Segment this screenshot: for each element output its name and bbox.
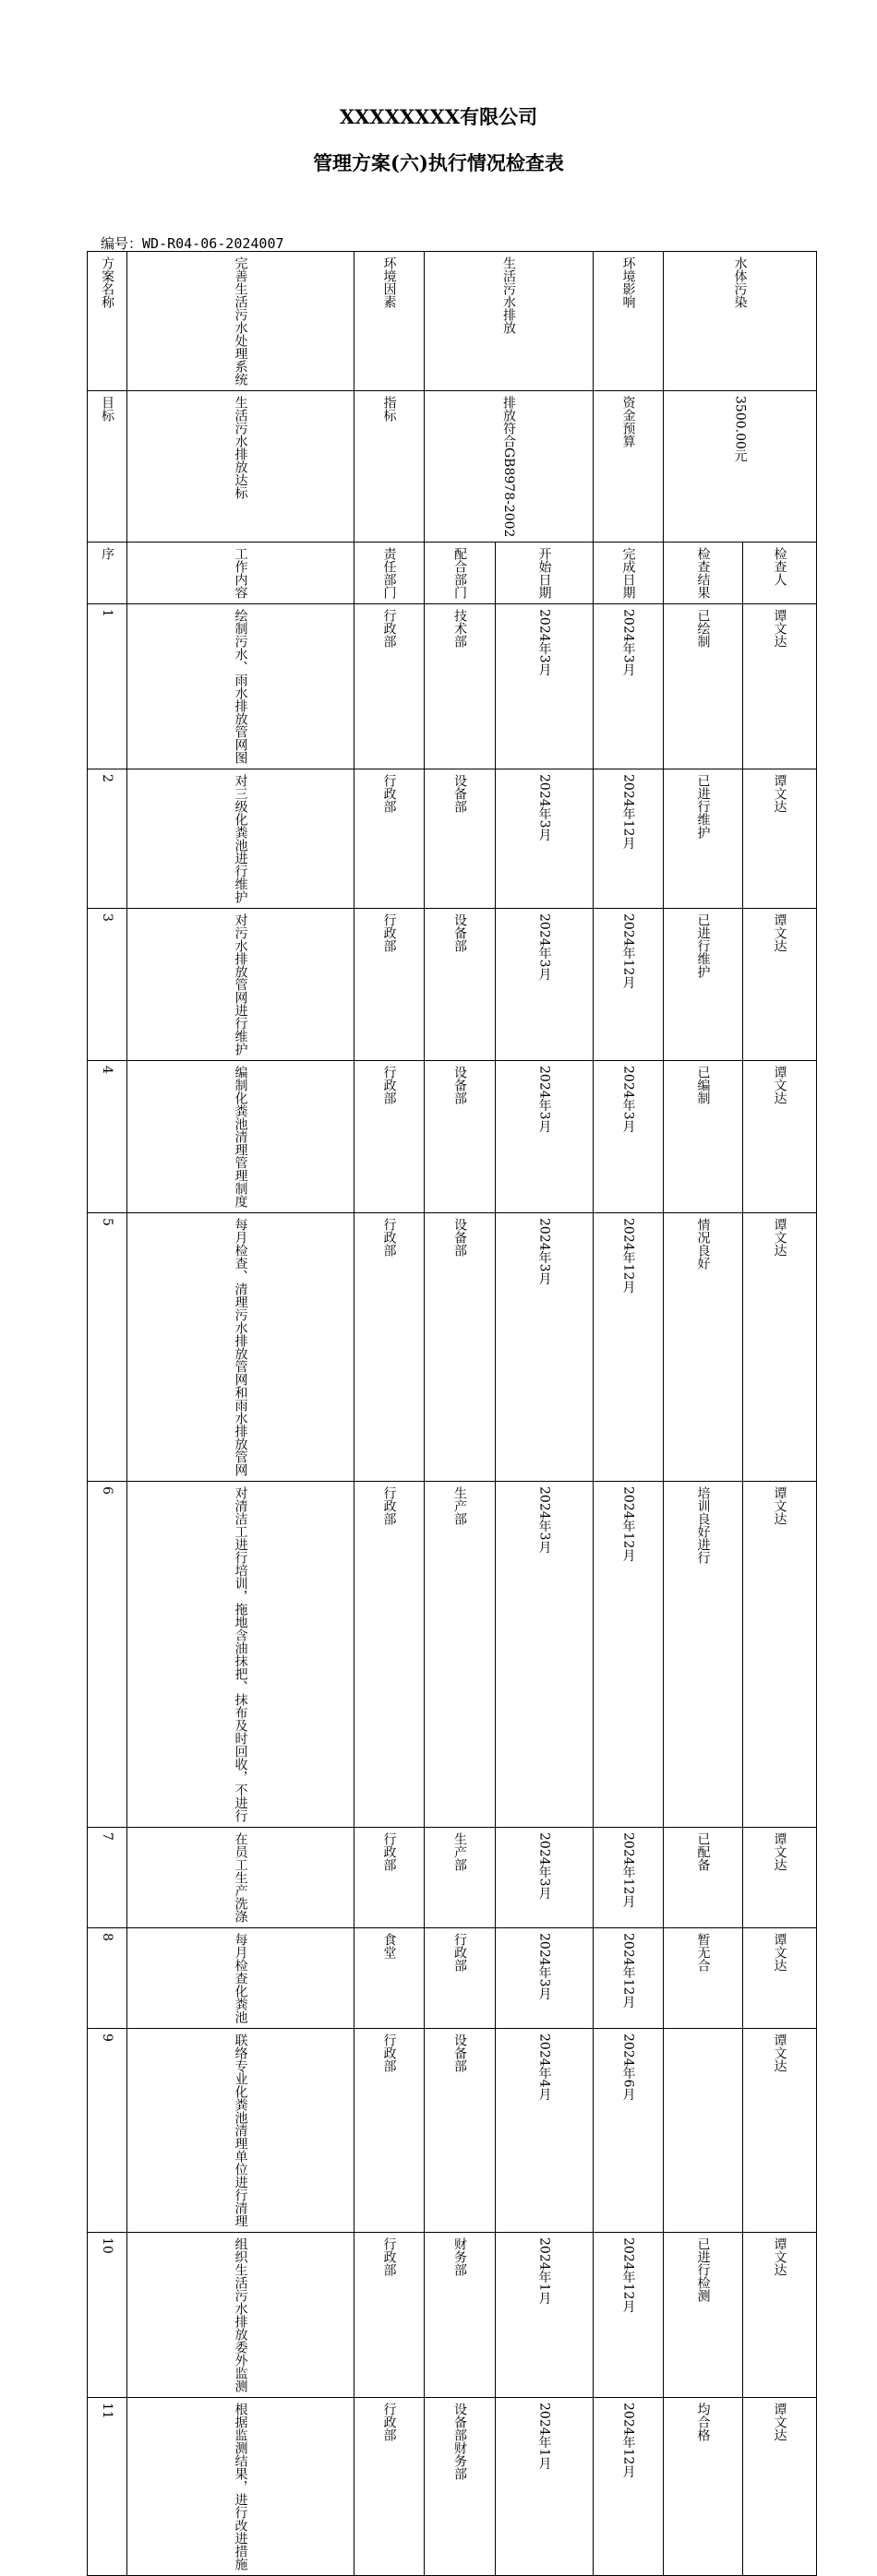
table-row <box>88 1828 817 1928</box>
company-name: XXXXXXXX有限公司 <box>339 105 538 128</box>
row-result: 已进行检测 <box>695 2237 711 2303</box>
table-row <box>88 769 817 909</box>
row-coop: 生产部 <box>452 1486 467 1526</box>
index-label: 指标 <box>381 396 397 422</box>
row-resp: 行政部 <box>381 913 397 953</box>
row-result: 已进行维护 <box>695 774 711 840</box>
row-result: 培训良好进行 <box>695 1486 711 1565</box>
row-end: 2024年12月 <box>620 1832 636 1908</box>
table-row <box>88 2233 817 2398</box>
env-factor-label: 环境因素 <box>381 256 397 308</box>
scheme-label: 方案名称 <box>100 256 114 308</box>
table-row <box>88 2398 817 2576</box>
row-start: 2024年4月 <box>536 2033 552 2102</box>
row-checker: 谭文达 <box>772 1218 787 1258</box>
row-no: 5 <box>100 1218 114 1227</box>
info-row-target <box>88 391 817 543</box>
row-coop: 设备部 <box>452 1218 467 1258</box>
row-checker: 谭文达 <box>772 2033 787 2073</box>
row-no: 7 <box>100 1832 114 1842</box>
row-no: 4 <box>100 1066 114 1075</box>
col-header-resp: 责任部门 <box>381 547 397 600</box>
row-checker: 谭文达 <box>772 1832 787 1872</box>
row-checker: 谭文达 <box>772 774 787 814</box>
row-checker: 谭文达 <box>772 1066 787 1105</box>
row-start: 2024年3月 <box>536 1832 552 1901</box>
row-checker: 谭文达 <box>772 609 787 649</box>
row-content: 联络专业化粪池清理单位进行清理 <box>233 2033 248 2228</box>
row-end: 2024年12月 <box>620 774 636 850</box>
row-start: 2024年1月 <box>536 2237 552 2306</box>
col-header-start: 开始日期 <box>536 547 552 600</box>
row-start: 2024年3月 <box>536 609 552 677</box>
row-result: 暂无合 <box>695 1933 711 1973</box>
row-start: 2024年3月 <box>536 774 552 842</box>
row-checker: 谭文达 <box>772 913 787 953</box>
row-coop: 设备部 <box>452 1066 467 1105</box>
row-coop: 行政部 <box>452 1933 467 1973</box>
row-end: 2024年12月 <box>620 913 636 989</box>
row-coop: 设备部 <box>452 913 467 953</box>
row-resp: 行政部 <box>381 609 397 649</box>
row-checker: 谭文达 <box>772 2403 787 2442</box>
row-coop: 技术部 <box>452 609 467 649</box>
column-header-row <box>88 543 817 604</box>
row-coop: 生产部 <box>452 1832 467 1872</box>
row-end: 2024年12月 <box>620 1486 636 1562</box>
row-coop: 设备部财务部 <box>452 2403 467 2481</box>
inspection-table <box>87 251 817 2576</box>
row-end: 2024年12月 <box>620 1218 636 1294</box>
row-no: 3 <box>100 913 114 923</box>
env-factor-value: 生活污水排放 <box>501 256 516 334</box>
row-resp: 行政部 <box>381 2237 397 2277</box>
row-start: 2024年3月 <box>536 913 552 982</box>
row-resp: 行政部 <box>381 2403 397 2442</box>
target-value: 生活污水排放达标 <box>233 396 248 499</box>
row-no: 10 <box>100 2237 114 2255</box>
row-result: 已编制 <box>695 1066 711 1105</box>
row-content: 绘制污水、雨水排放管网图 <box>233 609 248 765</box>
info-row-scheme <box>88 252 817 391</box>
row-resp: 行政部 <box>381 1832 397 1872</box>
table-row <box>88 1928 817 2029</box>
row-no: 6 <box>100 1486 114 1496</box>
col-header-content: 工作内容 <box>233 547 248 600</box>
row-content: 对三级化粪池进行维护 <box>233 774 248 904</box>
row-result <box>701 2029 706 2038</box>
row-end: 2024年6月 <box>620 2033 636 2102</box>
row-end: 2024年3月 <box>620 1066 636 1134</box>
table-row <box>88 2029 817 2233</box>
row-content: 对清洁工进行培训，拖地含油抹把、抹布及时回收，不进行 <box>233 1486 248 1823</box>
row-coop: 设备部 <box>452 2033 467 2073</box>
budget-value: 3500.00元 <box>732 396 748 462</box>
col-header-end: 完成日期 <box>620 547 636 600</box>
row-resp: 食堂 <box>381 1933 397 1960</box>
row-result: 均合格 <box>695 2403 711 2442</box>
col-header-coop: 配合部门 <box>452 547 467 600</box>
index-value: 排放符合GB8978-2002 <box>501 396 516 538</box>
scheme-value: 完善生活污水处理系统 <box>233 256 248 386</box>
table-row <box>88 1482 817 1828</box>
row-content: 组织生活污水排放委外监测 <box>233 2237 248 2393</box>
row-resp: 行政部 <box>381 774 397 814</box>
table-row <box>88 909 817 1061</box>
row-content: 根据监测结果，进行改进措施 <box>233 2403 248 2571</box>
row-start: 2024年3月 <box>536 1933 552 2001</box>
env-impact-label: 环境影响 <box>620 256 636 308</box>
row-result: 已配备 <box>695 1832 711 1872</box>
row-start: 2024年1月 <box>536 2403 552 2471</box>
row-no: 8 <box>100 1933 114 1942</box>
row-no: 9 <box>100 2033 114 2043</box>
row-checker: 谭文达 <box>772 1933 787 1973</box>
row-no: 1 <box>100 609 114 618</box>
row-checker: 谭文达 <box>772 2237 787 2277</box>
row-no: 2 <box>100 774 114 783</box>
target-label: 目标 <box>100 396 114 422</box>
row-result: 已进行维护 <box>695 913 711 979</box>
row-start: 2024年3月 <box>536 1218 552 1286</box>
row-end: 2024年12月 <box>620 2237 636 2313</box>
row-end: 2024年3月 <box>620 609 636 677</box>
row-result: 已绘制 <box>695 609 711 649</box>
col-header-checker: 检查人 <box>772 547 787 587</box>
row-result: 情况良好 <box>695 1218 711 1270</box>
row-end: 2024年12月 <box>620 1933 636 2009</box>
row-start: 2024年3月 <box>536 1066 552 1134</box>
table-row <box>88 1213 817 1482</box>
table-row <box>88 604 817 769</box>
form-code: 编号：WD-R04-06-2024007 <box>101 235 284 252</box>
row-content: 对污水排放管网进行维护 <box>233 913 248 1056</box>
table-row <box>88 1061 817 1213</box>
form-title: 管理方案(六)执行情况检查表 <box>313 151 564 174</box>
row-resp: 行政部 <box>381 1218 397 1258</box>
row-content: 在员工生产洗涤 <box>233 1832 248 1924</box>
row-content: 编制化粪池清理管理制度 <box>233 1066 248 1209</box>
env-impact-value: 水体污染 <box>732 256 748 308</box>
row-end: 2024年12月 <box>620 2403 636 2478</box>
row-checker: 谭文达 <box>772 1486 787 1526</box>
row-start: 2024年3月 <box>536 1486 552 1555</box>
row-content: 每月检查化粪池 <box>233 1933 248 2024</box>
row-no: 11 <box>100 2403 114 2420</box>
row-coop: 设备部 <box>452 774 467 814</box>
row-resp: 行政部 <box>381 1066 397 1105</box>
row-resp: 行政部 <box>381 1486 397 1526</box>
row-resp: 行政部 <box>381 2033 397 2073</box>
row-coop: 财务部 <box>452 2237 467 2277</box>
col-header-result: 检查结果 <box>695 547 711 600</box>
row-content: 每月检查、清理污水排放管网和雨水排放管网 <box>233 1218 248 1477</box>
col-header-no: 序 <box>100 547 114 561</box>
budget-label: 资金预算 <box>620 396 636 447</box>
